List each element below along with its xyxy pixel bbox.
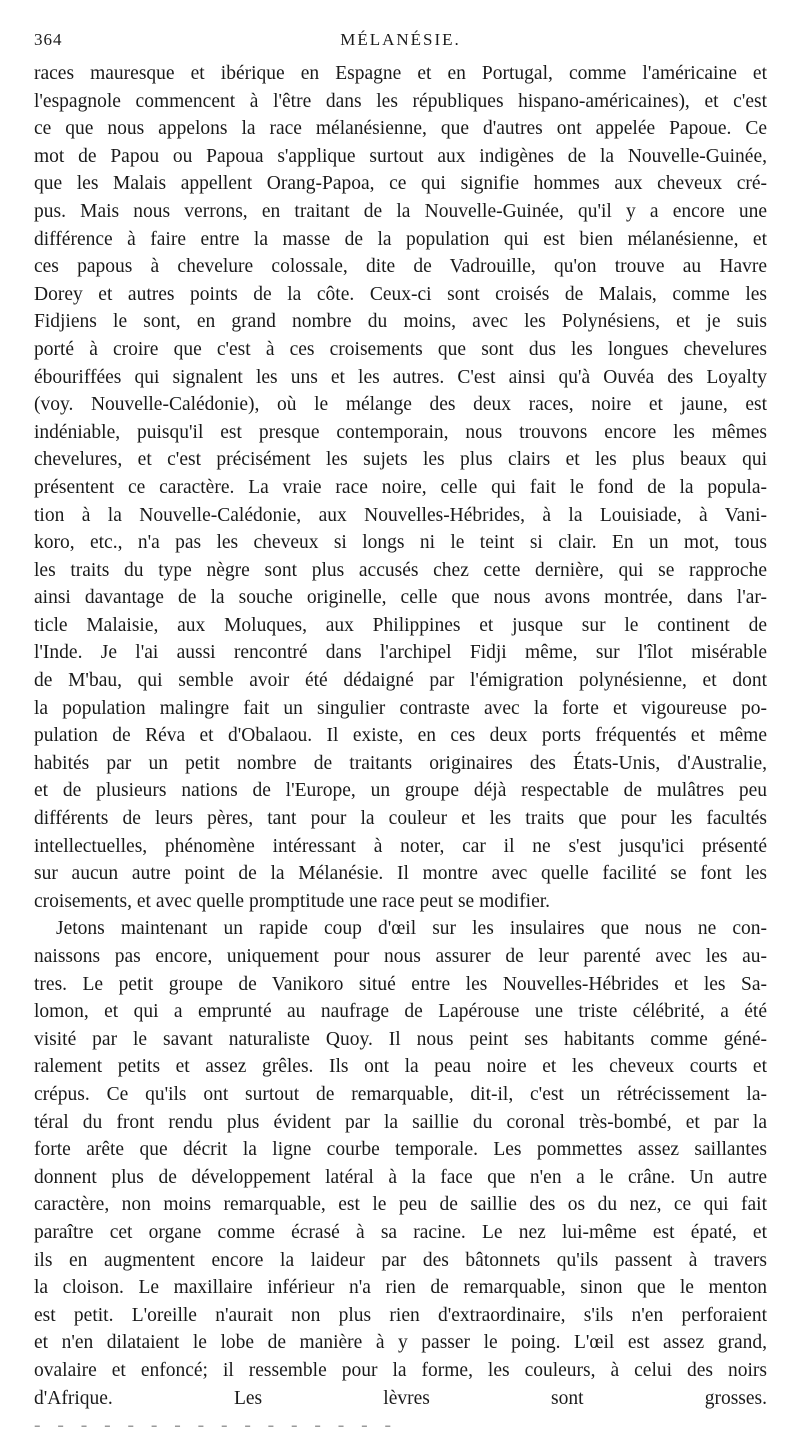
text-line: ce que nous appelons la race mélanésienne, que d'autres ont appelée Papoue. Ce bbox=[34, 118, 767, 140]
text-line: tres. Le petit groupe de Vanikoro situé entre les Nouvelles-Hébrides et les Sa- bbox=[34, 973, 767, 995]
text-line: ticle Malaisie, aux Moluques, aux Philippines et jusque sur le continent de bbox=[34, 614, 767, 636]
text-line: donnent plus de développement latéral à la face que n'en a le crâne. Un autre bbox=[34, 1166, 767, 1188]
text-line: chevelures, et c'est précisément les sujets les plus clairs et les plus beaux qui bbox=[34, 449, 767, 471]
paragraph-start-line: Jetons maintenant un rapide coup d'œil sur les insulaires que nous ne con- bbox=[56, 918, 767, 940]
last-text-line bbox=[34, 1412, 767, 1440]
text-line: sur aucun autre point de la Mélanésie. Il montre avec quelle facilité se font les bbox=[34, 863, 767, 885]
text-line: et n'en dilataient le lobe de manière à y passer le poing. L'œil est assez grand, bbox=[34, 1332, 767, 1354]
text-line: paraître cet organe comme écrasé à sa racine. Le nez lui-même est épaté, et bbox=[34, 1221, 767, 1243]
trailing-marks: - - - - - - - - - - - - - - - - bbox=[34, 1415, 398, 1437]
text-line: et de plusieurs nations de l'Europe, un groupe déjà respectable de mulâtres peu bbox=[34, 780, 767, 802]
text-line: caractère, non moins remarquable, est le peu de saillie des os du nez, ce qui fait bbox=[34, 1194, 767, 1216]
text-line: l'espagnole commencent à l'être dans les républiques hispano-américaines), et c'est bbox=[34, 90, 767, 112]
text-line: ébouriffées qui signalent les uns et les autres. C'est ainsi qu'à Ouvéa des Loyalty bbox=[34, 366, 767, 388]
text-line: ovalaire et enfoncé; il ressemble pour la forme, les couleurs, à celui des noirs bbox=[34, 1359, 767, 1381]
text-line: crépus. Ce qu'ils ont surtout de remarquable, dit-il, c'est un rétrécissement la- bbox=[34, 1083, 767, 1105]
text-line: pulation de Réva et d'Obalaou. Il existe, en ces deux ports fréquentés et même bbox=[34, 725, 767, 747]
text-line: porté à croire que c'est à ces croisements que sont dus les longues chevelures bbox=[34, 338, 767, 360]
text-line: de M'bau, qui semble avoir été dédaigné par l'émigration polynésienne, et dont bbox=[34, 670, 767, 692]
text-line: que les Malais appellent Orang-Papoa, ce qui signifie hommes aux cheveux cré- bbox=[34, 173, 767, 195]
text-line: lomon, et qui a emprunté au naufrage de Lapérouse une triste célébrité, a été bbox=[34, 1001, 767, 1023]
text-line: Dorey et autres points de la côte. Ceux-ci sont croisés de Malais, comme les bbox=[34, 283, 767, 305]
header-title: MÉLANÉSIE. bbox=[340, 30, 461, 49]
text-line: ainsi davantage de la souche originelle, celle que nous avons montrée, dans l'ar- bbox=[34, 587, 767, 609]
text-line: naissons pas encore, uniquement pour nous assurer de leur parenté avec les au- bbox=[34, 946, 767, 967]
book-page bbox=[34, 30, 767, 1440]
text-line: présentent ce caractère. La vraie race noire, celle qui fait le fond de la popula- bbox=[34, 476, 767, 498]
text-line: Fidjiens le sont, en grand nombre du moins, avec les Polynésiens, et je suis bbox=[34, 311, 767, 333]
text-line: koro, etc., n'a pas les cheveux si longs ni le teint si clair. En un mot, tous bbox=[34, 532, 767, 554]
text-line: l'Inde. Je l'ai aussi rencontré dans l'archipel Fidji même, sur l'îlot misérable bbox=[34, 642, 767, 664]
text-line: tion à la Nouvelle-Calédonie, aux Nouvelles-Hébrides, à la Louisiade, à Vani- bbox=[34, 504, 767, 526]
page-number: 364 bbox=[34, 30, 63, 49]
text-body bbox=[34, 60, 767, 1440]
text-line: ces papous à chevelure colossale, dite de Vadrouille, qu'on trouve au Havre bbox=[34, 256, 767, 278]
text-line: la cloison. Le maxillaire inférieur n'a rien de remarquable, sinon que le menton bbox=[34, 1277, 767, 1299]
text-line: d'Afrique. Les lèvres sont grosses. bbox=[34, 1387, 767, 1409]
text-line: (voy. Nouvelle-Calédonie), où le mélange des deux races, noire et jaune, est bbox=[34, 394, 767, 416]
text-line: ralement petits et assez grêles. Ils ont la peau noire et les cheveux courts et bbox=[34, 1056, 767, 1078]
paragraph-end-line: croisements, et avec quelle promptitude une race peut se modifier. bbox=[34, 890, 551, 912]
text-line: habités par un petit nombre de traitants originaires des États-Unis, d'Australie, bbox=[34, 752, 767, 774]
text-line: pus. Mais nous verrons, en traitant de la Nouvelle-Guinée, qu'il y a encore une bbox=[34, 200, 767, 222]
running-head bbox=[34, 30, 767, 56]
text-line: races mauresque et ibérique en Espagne et en Portugal, comme l'américaine et bbox=[34, 63, 767, 84]
text-line: indéniable, puisqu'il est presque contemporain, nous trouvons encore les mêmes bbox=[34, 421, 767, 443]
text-line: la population malingre fait un singulier contraste avec la forte et vigoureuse po- bbox=[34, 697, 767, 719]
text-line: forte arête que décrit la ligne courbe temporale. Les pommettes assez saillantes bbox=[34, 1139, 767, 1161]
text-line: ils en augmentent encore la laideur par des bâtonnets qu'ils passent à travers bbox=[34, 1249, 767, 1271]
text-line: différence à faire entre la masse de la population qui est bien mélanésienne, et bbox=[34, 228, 767, 250]
text-line: est petit. L'oreille n'aurait non plus rien d'extraordinaire, s'ils n'en perforaient bbox=[34, 1304, 767, 1326]
text-line: visité par le savant naturaliste Quoy. Il nous peint ses habitants comme géné- bbox=[34, 1028, 767, 1050]
text-line: intellectuelles, phénomène intéressant à noter, car il ne s'est jusqu'ici présenté bbox=[34, 835, 767, 857]
text-line: téral du front rendu plus évident par la saillie du coronal très-bombé, et par la bbox=[34, 1111, 767, 1133]
text-line: mot de Papou ou Papoua s'applique surtout aux indigènes de la Nouvelle-Guinée, bbox=[34, 145, 767, 167]
text-line: les traits du type nègre sont plus accusés chez cette dernière, qui se rapproche bbox=[34, 559, 767, 581]
text-line: différents de leurs pères, tant pour la couleur et les traits que pour les facultés bbox=[34, 808, 767, 830]
